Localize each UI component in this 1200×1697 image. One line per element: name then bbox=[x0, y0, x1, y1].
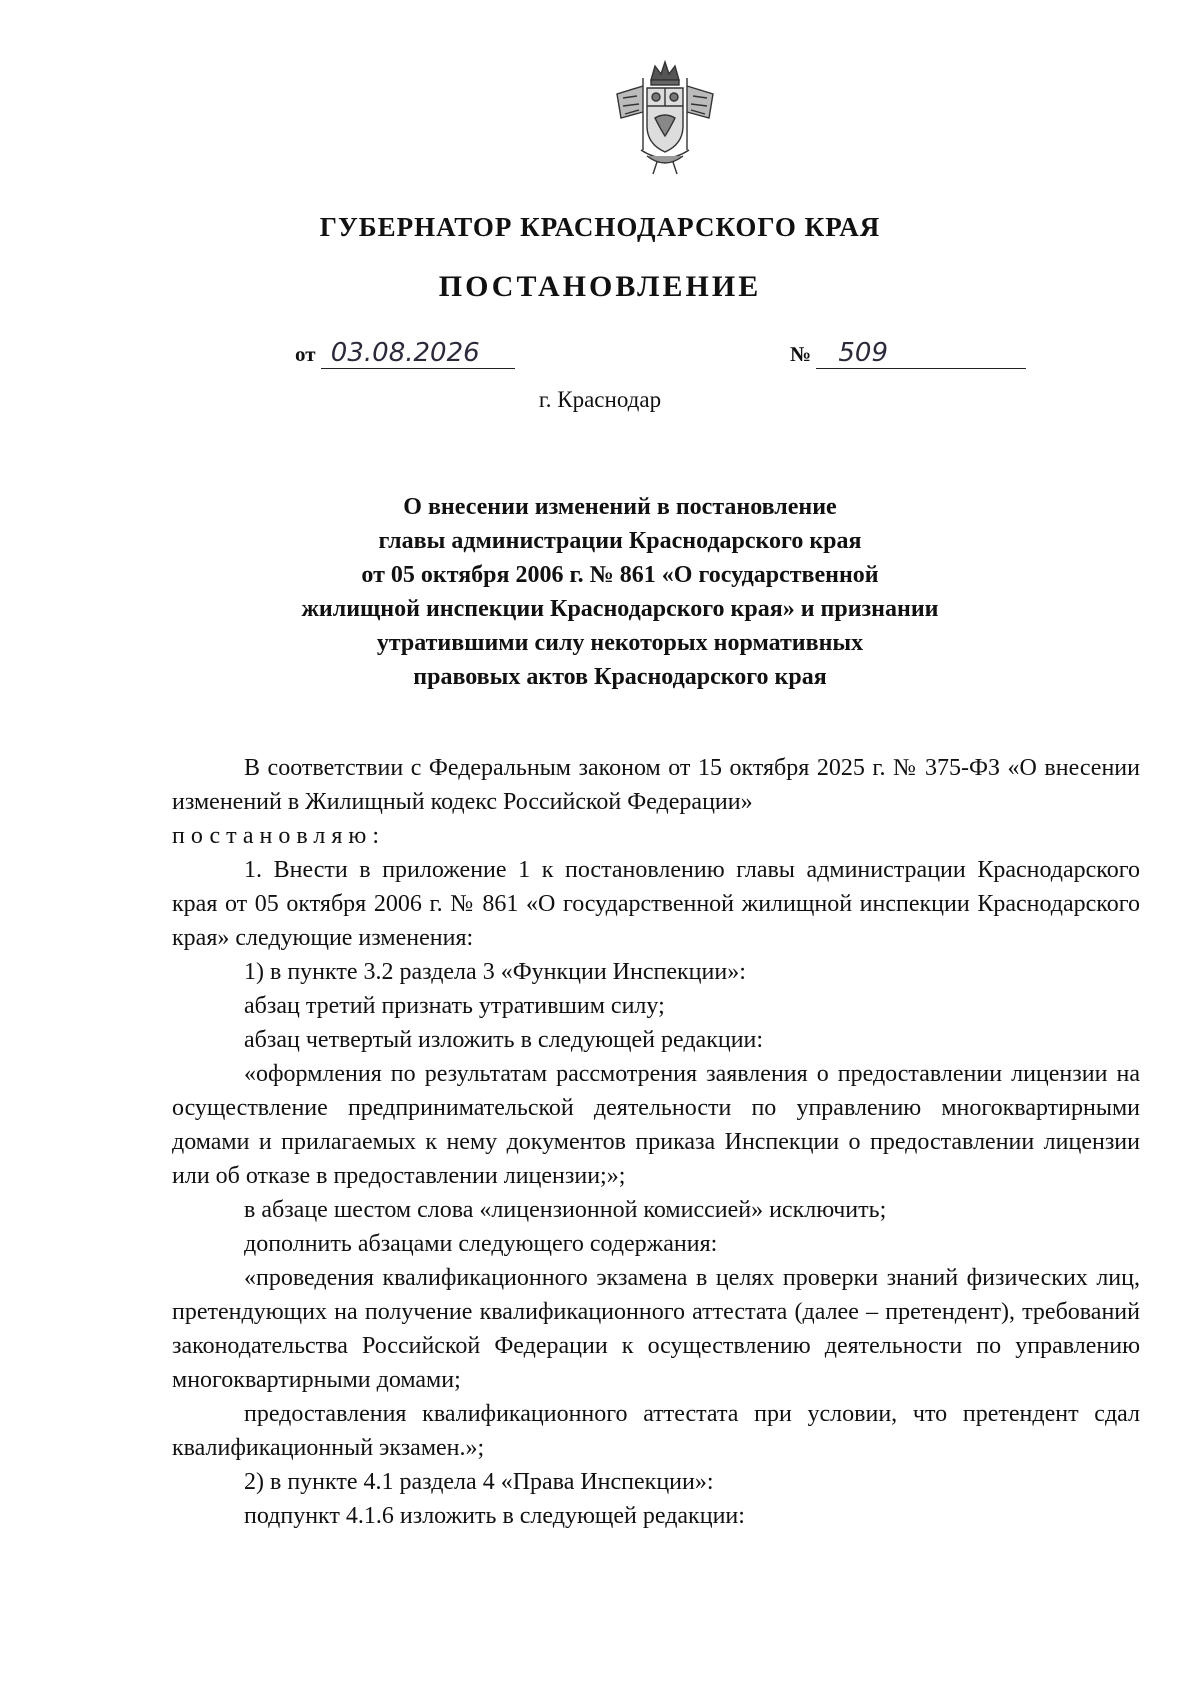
number-prefix: № bbox=[790, 342, 812, 366]
subject-line: от 05 октября 2006 г. № 861 «О государственной bbox=[361, 562, 879, 588]
authority-title: ГУБЕРНАТОР КРАСНОДАРСКОГО КРАЯ bbox=[319, 212, 881, 242]
body-paragraph: 1) в пункте 3.2 раздела 3 «Функции Инспекции»: bbox=[244, 959, 746, 985]
date-line bbox=[295, 338, 515, 369]
body-paragraph: в абзаце шестом слова «лицензионной комиссией» исключить; bbox=[244, 1197, 887, 1223]
document-type-title: ПОСТАНОВЛЕНИЕ bbox=[438, 270, 762, 303]
city-line: г. Краснодар bbox=[538, 387, 662, 412]
body-paragraph: абзац третий признать утратившим силу; bbox=[244, 993, 665, 1019]
preamble-paragraph: В соответствии с Федеральным законом от 15 октября 2025 г. № 375-ФЗ «О внесении изменений в Жилищный кодекс Российской Федерации» bbox=[172, 755, 1140, 815]
body-paragraph: 2) в пункте 4.1 раздела 4 «Права Инспекции»: bbox=[244, 1469, 714, 1495]
document-body bbox=[172, 751, 1140, 1533]
coat-of-arms-icon bbox=[607, 58, 723, 176]
handwritten-number: 509 bbox=[816, 338, 1026, 369]
number-line bbox=[790, 338, 1026, 369]
subject-line: правовых актов Краснодарского края bbox=[413, 664, 827, 690]
body-paragraph: предоставления квалификационного аттестата при условии, что претендент сдал квалификационный экзамен.»; bbox=[172, 1401, 1140, 1461]
body-paragraph: «оформления по результатам рассмотрения заявления о предоставлении лицензии на осуществление предпринимательской деятельности по управлению многоквартирными домами и прилагаемых к нему документов приказа Инспекции о предоставлении лицензии или об отказе в предоставлении лицензии;»; bbox=[172, 1061, 1140, 1189]
subject-line: утратившими силу некоторых нормативных bbox=[376, 630, 864, 656]
body-paragraph: 1. Внести в приложение 1 к постановлению главы администрации Краснодарского края от 05 октября 2006 г. № 861 «О государственной жилищной инспекции Краснодарского края» следующие изменения: bbox=[172, 857, 1140, 951]
body-paragraph: «проведения квалификационного экзамена в целях проверки знаний физических лиц, претендующих на получение квалификационного аттестата (далее – претендент), требований законодательства Российской Федерации к осуществлению деятельности по управлению многоквартирными домами; bbox=[172, 1265, 1140, 1393]
body-paragraph: абзац четвертый изложить в следующей редакции: bbox=[244, 1027, 764, 1053]
subject-line: главы администрации Краснодарского края bbox=[378, 528, 862, 554]
document-subject bbox=[230, 490, 1010, 694]
decree-word: постановляю: bbox=[172, 823, 385, 849]
subject-line: жилищной инспекции Краснодарского края» и признании bbox=[301, 596, 939, 622]
body-paragraph: дополнить абзацами следующего содержания: bbox=[244, 1231, 718, 1257]
subject-line: О внесении изменений в постановление bbox=[403, 494, 837, 520]
body-paragraph: подпункт 4.1.6 изложить в следующей редакции: bbox=[244, 1503, 745, 1529]
handwritten-date: 03.08.2026 bbox=[321, 338, 515, 369]
date-prefix: от bbox=[295, 342, 316, 366]
